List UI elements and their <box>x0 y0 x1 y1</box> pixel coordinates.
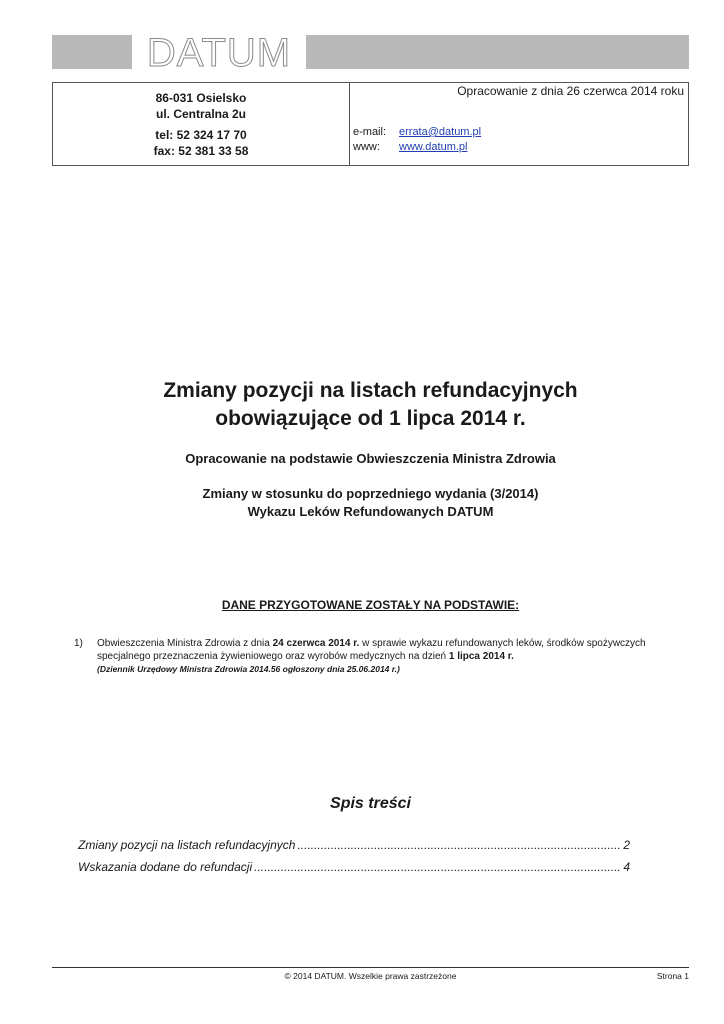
footer-copyright: © 2014 DATUM. Wszelkie prawa zastrzeżone <box>284 971 457 981</box>
changes-line-2: Wykazu Leków Refundowanych DATUM <box>247 504 494 519</box>
toc-leader <box>297 838 621 852</box>
www-label: www: <box>353 141 380 153</box>
toc-title: Spis treści <box>330 795 411 812</box>
title-line-1: Zmiany pozycji na listach refundacyjnych <box>163 379 578 402</box>
contact-block <box>350 83 688 165</box>
changes-line-1: Zmiany w stosunku do poprzedniego wydania (3/2014) <box>202 486 539 501</box>
toc-item-label: Zmiany pozycji na listach refundacyjnych <box>78 838 296 852</box>
changes-note <box>52 485 689 521</box>
address-block <box>53 83 350 165</box>
website-link[interactable]: www.datum.pl <box>399 141 468 153</box>
street-address: ul. Centralna 2u <box>155 107 247 121</box>
source-number: 1) <box>74 638 83 649</box>
phone-number: tel: 52 324 17 70 <box>155 128 247 142</box>
page-number: Strona 1 <box>656 971 689 981</box>
toc-item[interactable] <box>78 860 630 874</box>
toc-item[interactable] <box>78 838 630 852</box>
source-effective-date: 1 lipca 2014 r. <box>448 651 514 662</box>
prepared-date: Opracowanie z dnia 26 czerwca 2014 roku <box>457 84 684 98</box>
header-banner <box>52 31 689 75</box>
source-text-a: Obwieszczenia Ministra Zdrowia z dnia <box>97 638 273 649</box>
postal-address: 86-031 Osielsko <box>155 91 247 105</box>
toc-item-label: Wskazania dodane do refundacji <box>78 860 253 874</box>
email-row <box>353 126 481 138</box>
datum-logo <box>132 31 306 75</box>
toc-item-page: 2 <box>623 838 630 852</box>
source-text <box>97 637 672 676</box>
source-note: (Dziennik Urzędowy Ministra Zdrowia 2014.56 ogłoszony dnia 25.06.2014 r.) <box>97 664 400 674</box>
footer-divider <box>52 967 689 968</box>
toc-item-page: 4 <box>623 860 630 874</box>
title-line-2: obowiązujące od 1 lipca 2014 r. <box>215 407 526 430</box>
document-subtitle: Opracowanie na podstawie Obwieszczenia Ministra Zdrowia <box>185 451 556 466</box>
logo-text: DATUM <box>146 31 292 75</box>
sources-heading: DANE PRZYGOTOWANE ZOSTAŁY NA PODSTAWIE: <box>221 598 520 612</box>
fax-number: fax: 52 381 33 58 <box>153 144 249 158</box>
toc-leader <box>254 860 621 874</box>
document-title <box>52 377 689 433</box>
source-text-b: w sprawie wykazu refundowanych leków, środków spożywczych specjalnego przeznaczenia żywieniowego oraz wyrobów medycznych na dzień <box>97 638 646 662</box>
source-date: 24 czerwca 2014 r. <box>272 638 360 649</box>
www-row <box>353 141 467 153</box>
email-link[interactable]: errata@datum.pl <box>399 126 482 138</box>
contact-box <box>52 82 689 166</box>
email-label: e-mail: <box>353 126 387 138</box>
